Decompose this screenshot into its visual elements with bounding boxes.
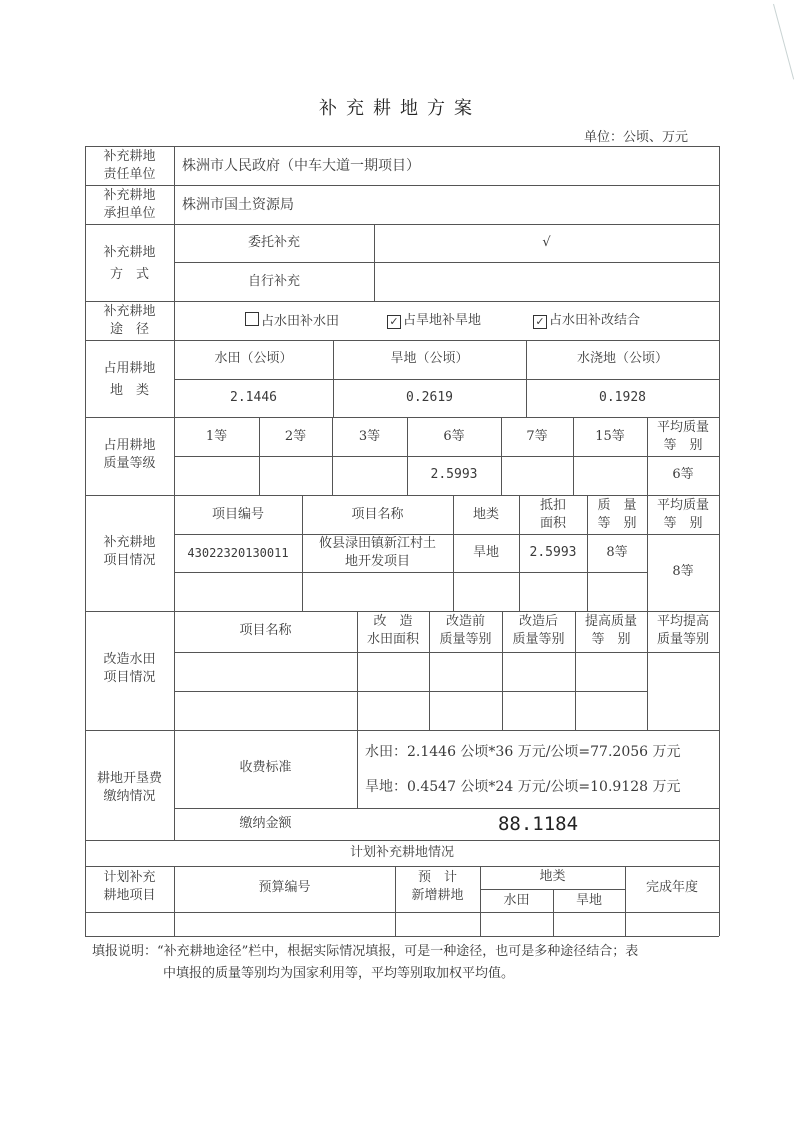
label-line: 质量等别 xyxy=(439,632,492,647)
plan-header-new xyxy=(395,869,480,905)
table-line xyxy=(85,340,719,341)
projects-avg-value: 8等 xyxy=(672,564,694,579)
label-line: 质 量 xyxy=(597,498,637,513)
responsible-label xyxy=(85,148,174,184)
method-option-entrusted: 委托补充 xyxy=(247,235,300,250)
checkbox[interactable]: ✓ xyxy=(387,315,401,329)
fee-amount-value: 88.1184 xyxy=(497,813,579,835)
method-option-self: 自行补充 xyxy=(247,274,300,289)
fee-standard-line: 旱地：0.4547 公顷*24 万元/公顷=10.9128 万元 xyxy=(365,779,681,795)
label-line: 承担单位 xyxy=(103,206,156,221)
project-name xyxy=(302,535,453,571)
label-line: 等 别 xyxy=(597,516,637,531)
paper-fold-mark xyxy=(773,4,794,80)
label-line: 地开发项目 xyxy=(344,554,410,569)
quality-header: 6等 xyxy=(443,429,465,444)
label-line: 地 类 xyxy=(109,383,149,398)
label-line: 责任单位 xyxy=(103,167,156,182)
paddy-upgrade-label xyxy=(85,651,174,687)
label-line: 途 径 xyxy=(109,322,149,337)
label-line: 占用耕地 xyxy=(103,438,156,453)
paddy-header-name: 项目名称 xyxy=(239,623,292,638)
checkbox[interactable] xyxy=(245,312,259,326)
table-line xyxy=(85,936,719,937)
table-line xyxy=(625,866,626,936)
table-line xyxy=(174,572,647,573)
checkbox-label: 占水田补水田 xyxy=(261,314,340,329)
table-line xyxy=(85,495,719,496)
plan-header-year: 完成年度 xyxy=(645,880,698,895)
quality-header: 3等 xyxy=(358,429,381,444)
route-label xyxy=(85,303,174,339)
method-label xyxy=(85,244,174,284)
filling-note-line-2: 中填报的质量等别均为国家利用等，平均等别取加权平均值。 xyxy=(163,966,515,981)
label-line: 水田面积 xyxy=(366,632,419,647)
table-line xyxy=(174,808,719,809)
project-area: 2.5993 xyxy=(529,545,577,560)
paddy-header-after xyxy=(502,613,575,649)
table-line xyxy=(85,611,719,612)
table-line xyxy=(85,185,719,186)
table-line xyxy=(174,652,719,653)
label-line: 占用耕地 xyxy=(103,361,156,376)
label-line: 新增耕地 xyxy=(411,888,464,903)
label-line: 质量等别 xyxy=(656,632,709,647)
plan-header-dry: 旱地 xyxy=(575,893,602,908)
projects-header-avg xyxy=(647,497,719,533)
land-type-header: 水浇地（公顷） xyxy=(576,351,668,366)
label-line: 项目情况 xyxy=(103,670,156,685)
plan-header-budget: 预算编号 xyxy=(258,880,311,895)
land-type-label xyxy=(85,360,174,400)
quality-avg-header xyxy=(647,419,719,455)
quality-header: 1等 xyxy=(205,429,228,444)
land-type-header: 水田（公顷） xyxy=(214,351,293,366)
quality-header: 7等 xyxy=(526,429,548,444)
land-type-value: 2.1446 xyxy=(230,390,277,405)
fee-amount-label: 缴纳金额 xyxy=(239,816,292,831)
label-line: 计划补充 xyxy=(103,870,156,885)
label-line: 耕地项目 xyxy=(103,888,156,903)
label-line: 质量等级 xyxy=(103,456,156,471)
land-type-header: 旱地（公顷） xyxy=(390,351,469,366)
label-line: 补充耕地 xyxy=(103,149,156,164)
quality-header: 2等 xyxy=(284,429,307,444)
quality-header: 15等 xyxy=(595,429,625,444)
projects-header-name: 项目名称 xyxy=(351,507,404,522)
method-entrusted-mark[interactable]: √ xyxy=(542,235,551,250)
label-line: 耕地开垦费 xyxy=(96,771,162,786)
responsible-value: 株洲市人民政府（中车大道一期项目） xyxy=(182,158,420,174)
table-line xyxy=(174,691,647,692)
route-option-dry-to-dry[interactable] xyxy=(387,312,481,330)
table-line xyxy=(174,262,719,263)
table-line xyxy=(85,417,719,418)
table-line xyxy=(85,146,719,147)
projects-header-type: 地类 xyxy=(472,507,499,522)
projects-header-area xyxy=(519,497,587,533)
fee-label xyxy=(85,770,174,806)
quality-avg-value: 6等 xyxy=(672,467,694,482)
table-line xyxy=(85,730,719,731)
label-line: 质量等别 xyxy=(512,632,565,647)
undertaker-value: 株洲市国土资源局 xyxy=(182,197,294,213)
table-line xyxy=(174,456,719,457)
paddy-header-avg xyxy=(647,613,719,649)
plan-header-type: 地类 xyxy=(539,869,566,884)
projects-label xyxy=(85,534,174,570)
project-type: 旱地 xyxy=(472,545,499,560)
label-line: 补充耕地 xyxy=(103,188,156,203)
paddy-header-raise xyxy=(575,613,647,649)
filling-note-line-1: 填报说明：“补充耕地途径”栏中，根据实际情况填报，可是一种途径，也可是多种途径结合；表 xyxy=(92,944,639,959)
label-line: 缴纳情况 xyxy=(103,789,156,804)
table-line xyxy=(174,379,719,380)
label-line: 方 式 xyxy=(109,267,149,282)
route-option-combined[interactable] xyxy=(533,312,640,330)
fee-standard-line: 水田：2.1446 公顷*36 万元/公顷=77.2056 万元 xyxy=(365,744,681,760)
table-line xyxy=(174,866,175,936)
project-code: 43022320130011 xyxy=(187,546,289,560)
label-line: 补充耕地 xyxy=(103,535,156,550)
checkbox-label: 占水田补改结合 xyxy=(549,313,641,328)
label-line: 预 计 xyxy=(417,870,457,885)
paddy-header-area xyxy=(357,613,429,649)
checkbox-label: 占旱地补旱地 xyxy=(403,313,482,328)
plan-header-item xyxy=(85,869,174,905)
label-line: 等 别 xyxy=(663,516,703,531)
projects-header-grade xyxy=(587,497,647,533)
label-line: 项目情况 xyxy=(103,553,156,568)
table-line xyxy=(85,866,719,867)
label-line: 补充耕地 xyxy=(103,304,156,319)
land-type-value: 0.1928 xyxy=(599,390,646,405)
table-line xyxy=(719,146,720,936)
label-line: 等 别 xyxy=(591,632,631,647)
plan-section-title: 计划补充耕地情况 xyxy=(349,845,454,860)
label-line: 攸县渌田镇新江村土 xyxy=(318,536,436,551)
projects-header-code: 项目编号 xyxy=(211,507,264,522)
table-line xyxy=(85,840,719,841)
label-line: 面积 xyxy=(539,516,566,531)
label-line: 改 造 xyxy=(373,614,413,629)
label-line: 改造后 xyxy=(518,614,558,629)
label-line: 改造前 xyxy=(445,614,485,629)
table-line xyxy=(85,224,719,225)
label-line: 抵扣 xyxy=(539,498,566,513)
label-line: 平均质量 xyxy=(656,498,709,513)
quality-label xyxy=(85,437,174,473)
label-line: 补充耕地 xyxy=(103,245,156,260)
label-line: 平均提高 xyxy=(656,614,709,629)
label-line: 等 别 xyxy=(663,438,703,453)
unit-label: 单位：公顷、万元 xyxy=(583,130,688,145)
label-line: 提高质量 xyxy=(584,614,637,629)
undertaker-label xyxy=(85,187,174,223)
document-title: 补充耕地方案 xyxy=(319,98,481,119)
table-line xyxy=(85,301,719,302)
land-type-value: 0.2619 xyxy=(406,390,453,405)
quality-value: 2.5993 xyxy=(430,467,478,482)
checkbox[interactable]: ✓ xyxy=(533,315,547,329)
plan-header-paddy: 水田 xyxy=(503,893,530,908)
label-line: 平均质量 xyxy=(656,420,709,435)
table-line xyxy=(85,912,719,913)
paddy-header-before xyxy=(429,613,502,649)
route-option-paddy-to-paddy[interactable] xyxy=(245,312,339,331)
label-line: 改造水田 xyxy=(103,652,156,667)
project-grade: 8等 xyxy=(606,545,628,560)
fee-standard-label: 收费标准 xyxy=(239,760,292,775)
